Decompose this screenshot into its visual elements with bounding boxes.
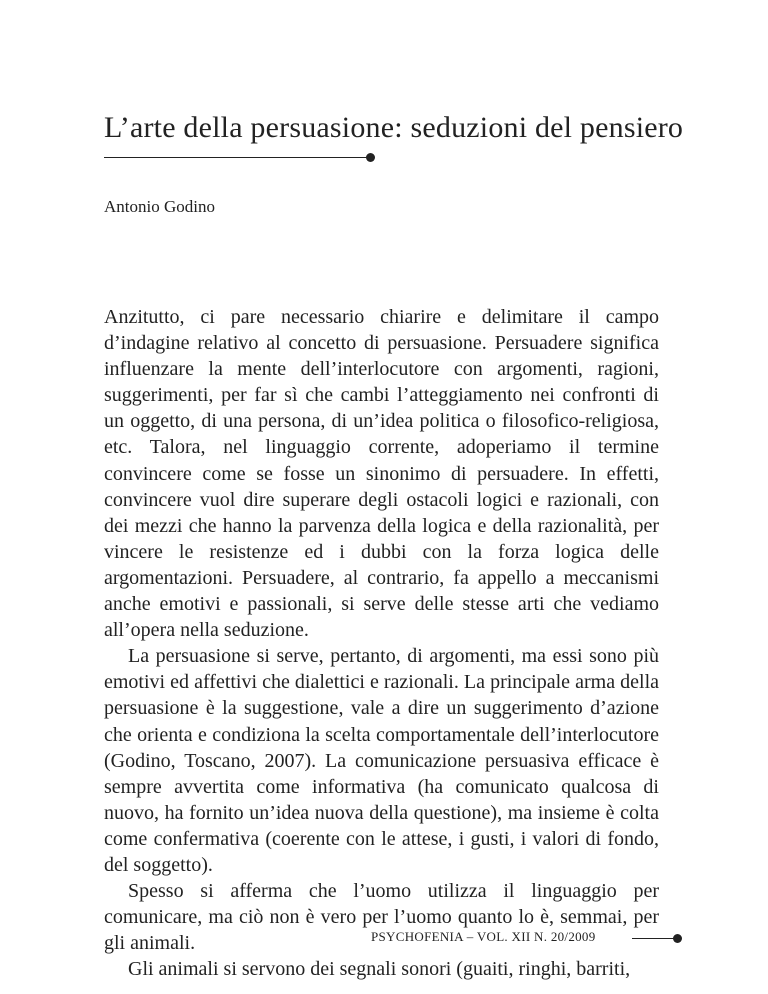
journal-footer: PSYCHOFENIA – VOL. XII N. 20/2009 <box>371 929 596 944</box>
footer-rule <box>632 938 676 939</box>
article-body <box>104 304 659 982</box>
title-rule <box>104 157 368 158</box>
title-rule-dot <box>366 153 375 162</box>
footer-rule-dot <box>673 934 682 943</box>
body-paragraph: Gli animali si servono dei segnali sonori (guaiti, ringhi, barriti, <box>128 958 631 981</box>
body-paragraph: Spesso si afferma che l’uomo utilizza il linguaggio per comunicare, ma ciò non è vero per l’uomo quanto lo è, semmai, per gli animali. <box>104 880 659 955</box>
body-paragraph: Anzitutto, ci pare necessario chiarire e delimitare il campo d’indagine relativo al concetto di persuasione. Persuadere significa influenzare la mente dell’interlocutore con argomenti, ragioni, suggerimenti, per far sì che cambi l’atteggiamento nei confronti di un oggetto, di una persona, di un’idea politica o filosofico-religiosa, etc. Talora, nel linguaggio corrente, adoperiamo il termine convincere come se fosse un sinonimo di persuadere. In effetti, convincere vuol dire superare degli ostacoli logici e razionali, con dei mezzi che hanno la parvenza della logica e della razionalità, per vincere le resistenze ed i dubbi con la forza logica delle argomentazioni. Persuadere, al contrario, fa appello a meccanismi anche emotivi e passionali, si serve delle stesse arti che vediamo all’opera nella seduzione. <box>104 306 659 642</box>
body-paragraph: La persuasione si serve, pertanto, di argomenti, ma essi sono più emotivi ed affettivi che dialettici e razionali. La principale arma della persuasione è la suggestione, vale a dire un suggerimento d’azione che orienta e condiziona la scelta comportamentale dell’interlocutore (Godino, Toscano, 2007). La comunicazione persuasiva efficace è sempre avvertita come informativa (ha comunicato qualcosa di nuovo, ha fornito un’idea nuova della questione), ma insieme è colta come confermativa (coerente con le attese, i gusti, i valori di fondo, del soggetto). <box>104 645 659 876</box>
article-title: L’arte della persuasione: seduzioni del pensiero <box>104 111 684 144</box>
author-name: Antonio Godino <box>104 197 215 216</box>
